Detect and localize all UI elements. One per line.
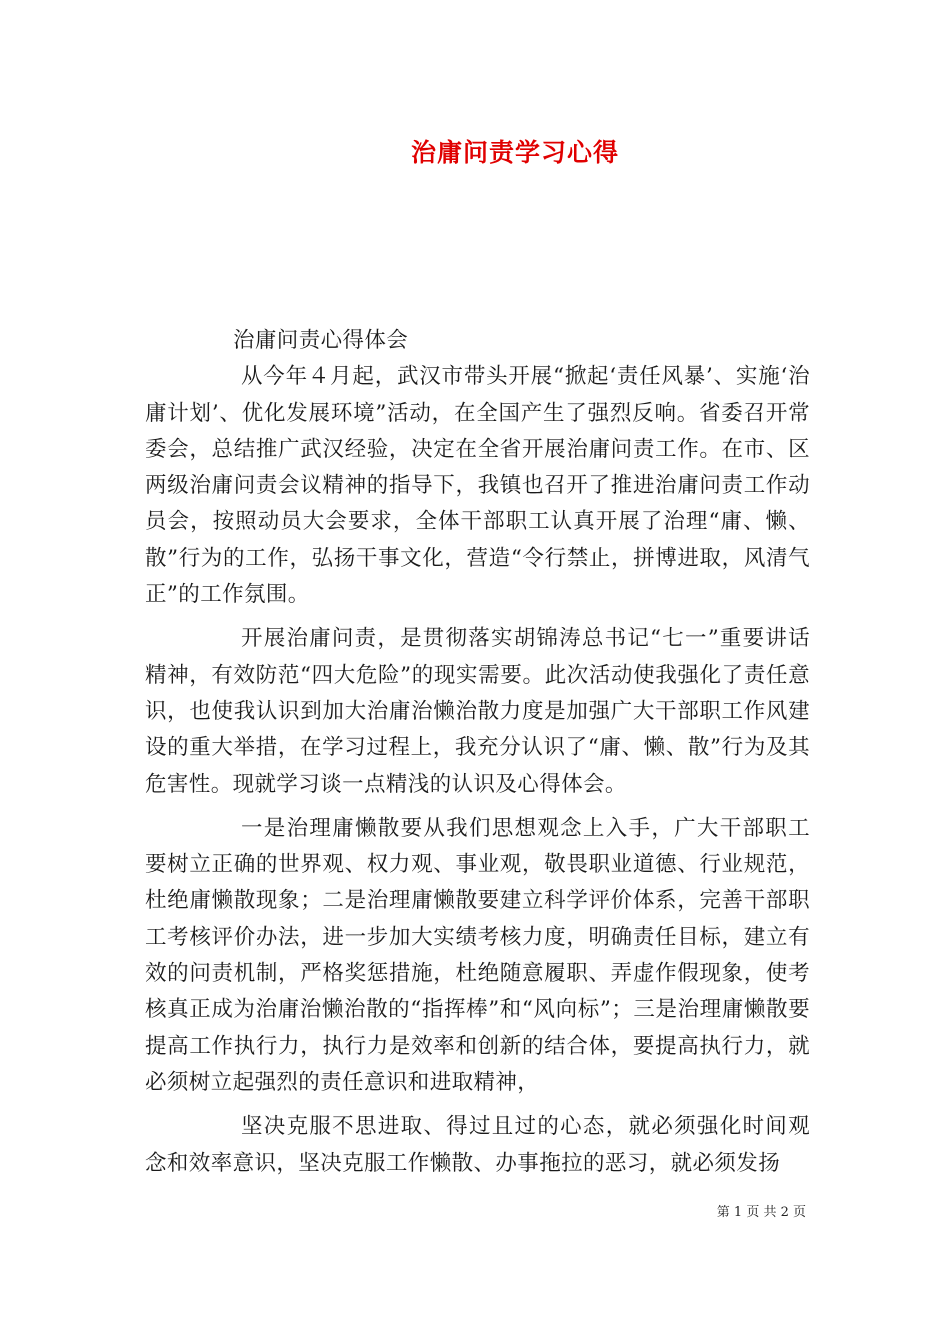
document-subtitle: 治庸问责心得体会 <box>233 328 409 353</box>
document-title: 治庸问责学习心得 <box>410 138 619 167</box>
paragraph-4: 坚决克服不思进取、得过且过的心态，就必须强化时间观念和效率意识，坚决克服工作懒散、办事拖拉的恶习，就必须发扬 <box>145 1114 810 1176</box>
paragraph-1: 从今年４月起，武汉市带头开展“掀起‘责任风暴’、实施‘治庸计划’、优化发展环境”活动，在全国产生了强烈反响。省委召开常委会，总结推广武汉经验，决定在全省开展治庸问责工作。在市、区两级治庸问责会议精神的指导下，我镇也召开了推进治庸问责工作动员会，按照动员大会要求，全体干部职工认真开展了治理“庸、懒、散”行为的工作，弘扬干事文化，营造“令行禁止，拼博进取，风清气正”的工作氛围。 <box>145 364 810 608</box>
paragraph-3: 一是治理庸懒散要从我们思想观念上入手，广大干部职工要树立正确的世界观、权力观、事业观，敬畏职业道德、行业规范，杜绝庸懒散现象；二是治理庸懒散要建立科学评价体系，完善干部职工考核评价办法，进一步加大实绩考核力度，明确责任目标，建立有效的问责机制，严格奖惩措施，杜绝随意履职、弄虚作假现象，使考核真正成为治庸治懒治散的“指挥棒”和“风向标”；三是治理庸懒散要提高工作执行力，执行力是效率和创新的结合体，要提高执行力，就必须树立起强烈的责任意识和进取精神， <box>145 815 810 1095</box>
page-number-footer: 第 1 页 共 2 页 <box>716 1205 806 1220</box>
document-body <box>145 323 810 1182</box>
paragraph-2: 开展治庸问责，是贯彻落实胡锦涛总书记“七一”重要讲话精神，有效防范“四大危险”的现实需要。此次活动使我强化了责任意识，也使我认识到加大治庸治懒治散力度是加强广大干部职工作风建设的重大举措，在学习过程上，我充分认识了“庸、懒、散”行为及其危害性。现就学习谈一点精浅的认识及心得体会。 <box>145 626 810 797</box>
